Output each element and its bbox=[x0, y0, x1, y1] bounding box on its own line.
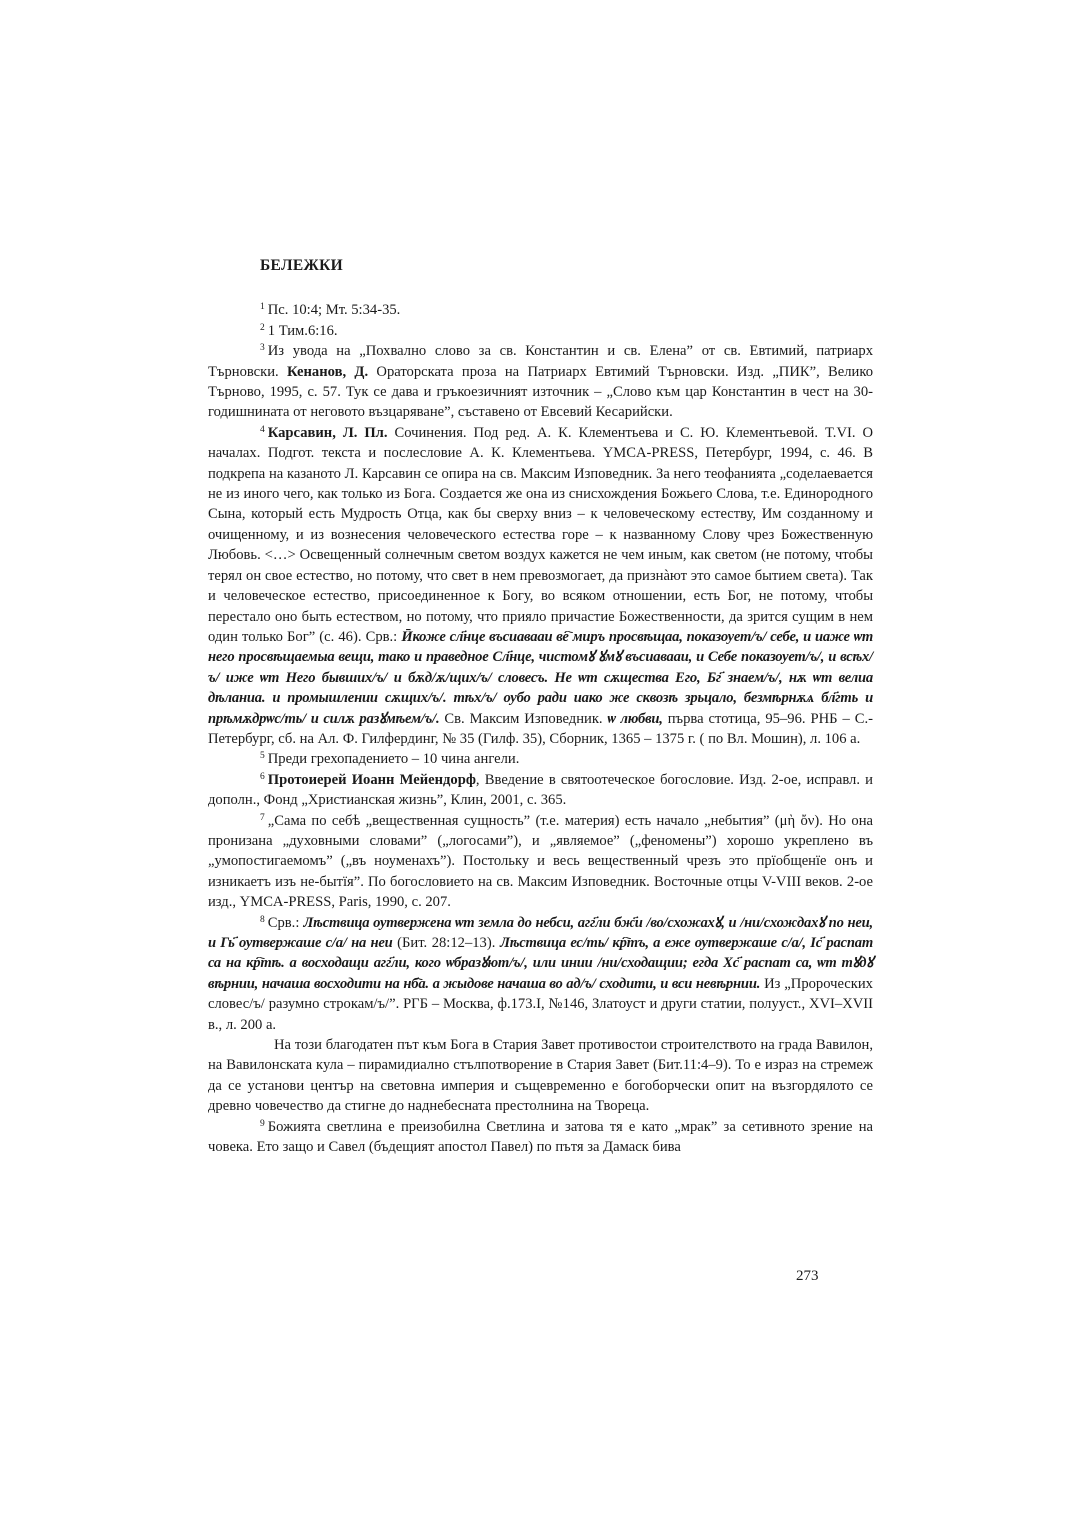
note-text: 1 Тим.6:16. bbox=[267, 322, 338, 339]
note-9 bbox=[208, 1117, 873, 1158]
note-text: Преди грехопадението – 10 чина ангели. bbox=[267, 751, 520, 768]
note-number: 7 bbox=[260, 812, 265, 823]
note-text: Срв.: bbox=[267, 914, 304, 931]
note-text: Сочинения. Под ред. А. К. Клементьева и С. Ю. Клементьевой. T.VI. О началах. Подгот. текста и послесловие А. К. Клементьева. YMCA-PRESS, Петербург, 1994, с. 46. В подкрепа на казаното Л. Карсавин се опира на св. Максим Изповедник. За него теофанията „соделаевается не из иного чего, как только из Бога. Создается же она из снисхождения Божьего Слова, т.е. Единородного Сына, который есть Мудрость Отца, как бы сверху вниз – к человеческому естеству, Им созданному и очищенному, и из вознесения человеческого естества горе – к названному Слову чрез Божественную Любовь. <…> Освещенный солнечным светом воздух кажется не чем иным, как светом (не потому, чтобы терял он свое естество, но потому, что свет в нем превозмогает, да признàют это самое бытием света). Так и человеческое естество, присоединенное к Богу, во всяком отношении, есть Бог, не потому, чтобы перестало оно быть естеством, но потому, что прияло причастие Божественности, да зрится сущим в нем один только Бог” (с. 46). Срв.: bbox=[208, 424, 873, 645]
note-text: На този благодатен път към Бога в Стария Завет противостои строителството на града Вавилон, на Вавилонската кула – пирамидиално стълпотворение в Стария Завет (Бит.11:4–9). То е израз на стремеж да се установи център на световна империя и същевременно е богоборчески опит на възгордялото се древно човечество да стигне до наднебесната престолнина на Твореца. bbox=[208, 1037, 873, 1115]
notes-section bbox=[208, 252, 873, 1157]
note-number: 3 bbox=[260, 343, 265, 354]
note-text: Из увода на „Похвално слово за св. Константин и св. Елена” от св. Евтимий, патриарх Търновски. bbox=[208, 343, 873, 380]
note-number: 4 bbox=[260, 424, 265, 435]
note-2 bbox=[208, 321, 873, 341]
note-text: , Введение в святоотеческое богословие. Изд. 2-ое, исправл. и дополн., Фонд „Христианская жизнь”, Клин, 2001, с. 365. bbox=[208, 771, 873, 809]
note-5 bbox=[208, 749, 873, 769]
author-name: Протоиерей Иоанн Мейендорф bbox=[267, 771, 476, 788]
note-number: 5 bbox=[260, 751, 265, 762]
church-slavonic-quote: Ӣкоже сл҃нце въсиавааи ве҇ миръ просвѣщаа, показоует/ъ/ себе, и иаже ѡт него просвѣщаемыа вещи, тако и праведное Сл҃нце, чистомꙋ ꙋмꙋ въсиавааи, и Себе показоует/ъ/, и всѣх/ъ/ иже ѡт Него бывших/ъ/ и бѫд/ѫ/щих/ъ/ словесъ. Не ѡт сѫщества Его, Бг҃ знаем/ъ/, нѫ ѡт велиа дѣланиа. и промышлении сѫщих/ъ/. тѣх/ъ/ оубо ради иако же сквозѣ зрьцало, безмѣрнѫѧ бл҃гть и прѣмѫдрѡс/ть/ и силѫ разꙋмѣем/ъ/. bbox=[208, 628, 873, 727]
note-text: Пс. 10:4; Мт. 5:34-35. bbox=[267, 302, 401, 319]
note-number: 1 bbox=[260, 302, 265, 313]
note-8 bbox=[208, 913, 873, 1035]
note-7 bbox=[208, 811, 873, 913]
note-6 bbox=[208, 770, 873, 811]
note-1 bbox=[208, 300, 873, 320]
church-slavonic-quote: Лѣствица ес/ть/ кр҇тъ, а еже оутвержаше с/а/, Іс҃ распат са на кр҇тѣ. а восходащи агг҃ли, кого ѡбразꙋют/ъ/, или инии /ни/сходащии; егда Хс҃ распат са, ѡт тꙋдꙋ вѣрнии, начаша восходити на нб҇а. а жыдове начаша во ад/ъ/ сходити, и вси невѣрнии. bbox=[208, 935, 873, 992]
note-number: 6 bbox=[260, 771, 265, 782]
page-number: 273 bbox=[796, 1268, 819, 1284]
note-text: (Бит. 28:12–13). bbox=[392, 935, 500, 951]
note-number: 2 bbox=[260, 322, 265, 333]
note-text: Св. Максим Изповедник. bbox=[439, 710, 608, 727]
section-heading: БЕЛЕЖКИ bbox=[260, 257, 343, 274]
note-text: Из „Пророческих словес/ъ/ разумно строкам/ъ/”. РГБ – Москва, ф.173.I, №146, Златоуст и други статии, полууст., XVI–XVII в., л. 200 а. bbox=[208, 975, 873, 1033]
church-slavonic-title: ѡ любви, bbox=[607, 710, 663, 727]
note-4 bbox=[208, 423, 873, 750]
note-text: Божията светлина е преизобилна Светлина и затова тя е като „мрак” за сетивното зрение на човека. Ето защо и Савел (бъдещият апостол Павел) по пътя за Дамаск бива bbox=[208, 1118, 873, 1156]
note-text: „Сама по себѣ „вещественная сущность” (т.е. материя) есть начало „небытия” (μὴ ὄν). Но она пронизана „духовными словами” („логосами”), и „являемое” („феномены”) хорошо укреплено въ „умопостигаемомъ” („въ ноуменахъ”). Постольку и весь вещественный чрезъ это прїобщенїе онъ и изникаетъ изъ не-бытїя”. По богословието на св. Максим Изповедник. Восточные отцы V-VIII веков. 2-ое изд., YMCA-PRESS, Paris, 1990, с. 207. bbox=[208, 812, 873, 911]
note-3 bbox=[208, 341, 873, 423]
note-number: 9 bbox=[260, 1118, 265, 1129]
church-slavonic-quote: Лѣствица оутвержена ѡт земла до небси, агг҃ли бж҃и /во/схожахꙋ, и /ни/схождахꙋ по неи, и Гь҃ оутвержаше с/а/ на неи bbox=[208, 914, 873, 951]
note-text: Ораторската проза на Патриарх Евтимий Търновски. Изд. „ПИК”, Велико Търново, 1995, с. 57. Тук се дава и гръкоезичният източник – „Слово към цар Константин в чест на 30-годишнината от неговото възцаряване”, съставено от Евсевий Кесарийски. bbox=[208, 363, 873, 421]
note-number: 8 bbox=[260, 914, 265, 925]
author-name: Кенанов, Д. bbox=[287, 363, 369, 380]
author-name: Карсавин, Л. Пл. bbox=[267, 424, 388, 441]
note-8-continuation bbox=[208, 1035, 873, 1117]
note-text: първа стотица, 95–96. РНБ – С.-Петербург, сб. на Ал. Ф. Гилфердинг, № 35 (Гилф. 35), Сборник, 1365 – 1375 г. ( по Вл. Мошин), л. 106 а. bbox=[208, 710, 873, 747]
